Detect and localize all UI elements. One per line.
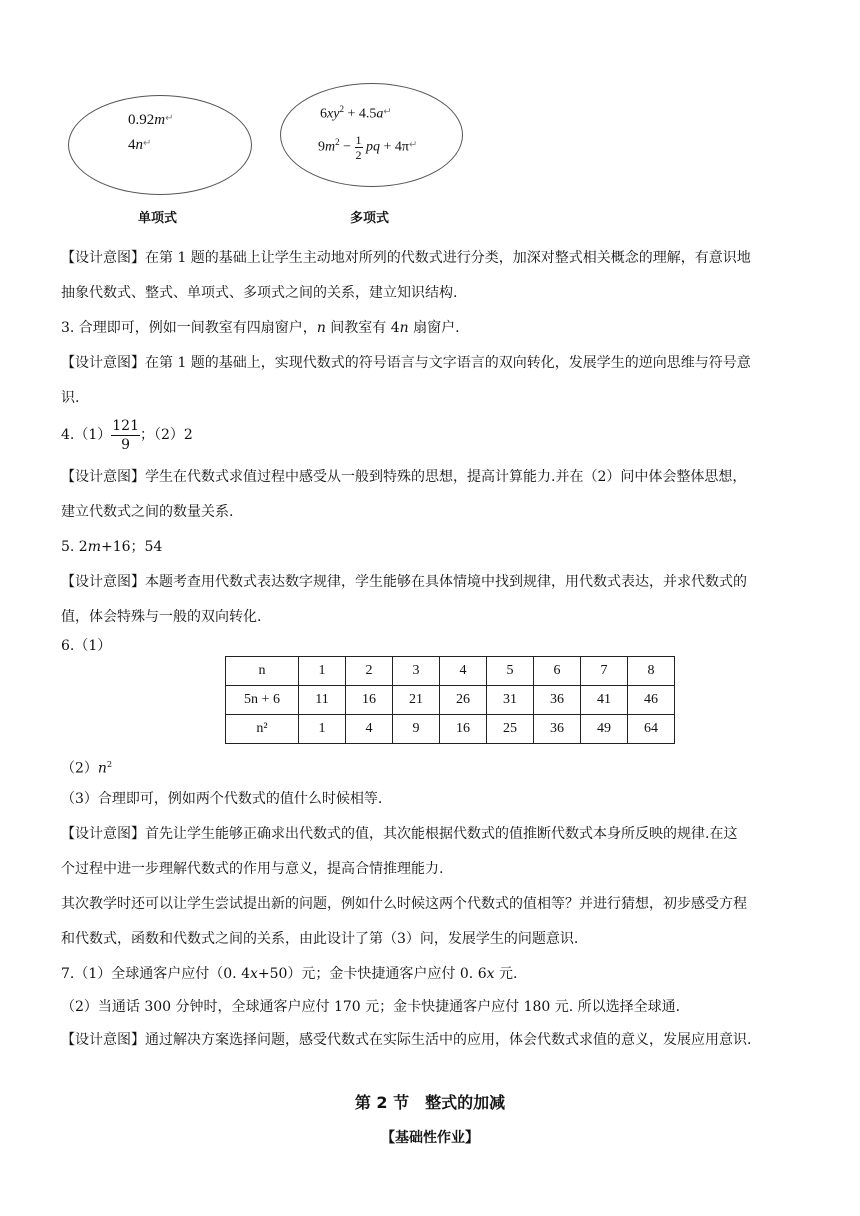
answer-4: 4.（1） $\frac{121}{9}$ ；（2）2 [61, 417, 193, 453]
table-row-header: 5n + 6 [226, 686, 299, 715]
monomial-caption: 单项式 [138, 211, 178, 226]
table-cell: 1 [299, 657, 346, 686]
answer-6-part-3: （3）合理即可，例如两个代数式的值什么时候相等. [61, 791, 383, 807]
table-cell: 49 [581, 715, 628, 744]
table-row [226, 715, 675, 744]
table-cell: 4 [440, 657, 487, 686]
fraction-121-9: $\frac{121}{9}$ [112, 417, 139, 453]
design-intent-2-line-2: 抽象代数式、整式、单项式、多项式之间的关系，建立知识结构. [61, 285, 458, 301]
monomial-item-1: 0.92m↵ [128, 112, 174, 128]
table-row [226, 657, 675, 686]
table-cell: 46 [628, 686, 675, 715]
table-cell: 6 [534, 657, 581, 686]
table-cell: 7 [581, 657, 628, 686]
table-row-header: n [226, 657, 299, 686]
table-cell: 16 [346, 686, 393, 715]
design-intent-7: 【设计意图】通过解决方案选择问题，感受代数式在实际生活中的应用，体会代数式求值的意义，发展应用意识. [61, 1032, 752, 1048]
table-cell: 16 [440, 715, 487, 744]
table-cell: 36 [534, 715, 581, 744]
answer-7-part-2: （2）当通话 300 分钟时，全球通客户应付 170 元；金卡快捷通客户应付 180 元. 所以选择全球通. [61, 999, 681, 1015]
section-subtitle: 【基础性作业】 [381, 1130, 479, 1146]
table-cell: 4 [346, 715, 393, 744]
table-cell: 3 [393, 657, 440, 686]
table-cell: 25 [487, 715, 534, 744]
table-cell: 1 [299, 715, 346, 744]
table-cell: 2 [346, 657, 393, 686]
table-cell: 11 [299, 686, 346, 715]
design-intent-5-line-1: 【设计意图】本题考查用代数式表达数字规律，学生能够在具体情境中找到规律，用代数式表达，并求代数式的 [61, 574, 747, 590]
monomial-ellipse [68, 95, 252, 195]
design-intent-4-line-2: 建立代数式之间的数量关系. [61, 504, 234, 520]
table-cell: 64 [628, 715, 675, 744]
polynomial-item-2: $9m^2$ − $\frac{1}{2}$ pq + 4π↵ [318, 133, 418, 162]
table-row [226, 686, 675, 715]
polynomial-caption: 多项式 [350, 211, 390, 226]
section-title: 第 2 节 整式的加减 [354, 1093, 506, 1112]
design-intent-6-line-2: 个过程中进一步理解代数式的作用与意义，提高合情推理能力. [61, 861, 444, 877]
table-cell: 9 [393, 715, 440, 744]
table-row-header: n² [226, 715, 299, 744]
table-cell: 8 [628, 657, 675, 686]
polynomial-item-1: $6xy^2 + 4.5a^↵$ [320, 104, 392, 122]
design-intent-6-line-1: 【设计意图】首先让学生能够正确求出代数式的值，其次能根据代数式的值推断代数式本身所反映的规律.在这 [61, 826, 738, 842]
design-intent-3-line-1: 【设计意图】在第 1 题的基础上，实现代数式的符号语言与文字语言的双向转化，发展学生的逆向思维与符号意 [61, 355, 751, 371]
design-intent-6-line-4: 和代数式，函数和代数式之间的关系，由此设计了第（3）问，发展学生的问题意识. [61, 931, 579, 947]
monomial-item-2: 4n↵ [128, 137, 152, 153]
answer-5: 5. 2m+16；54 [61, 539, 163, 555]
table-cell: 5 [487, 657, 534, 686]
value-table [225, 656, 675, 744]
design-intent-2-line-1: 【设计意图】在第 1 题的基础上让学生主动地对所列的代数式进行分类，加深对整式相关概念的理解，有意识地 [61, 250, 751, 266]
design-intent-3-line-2: 识. [61, 390, 80, 406]
table-cell: 21 [393, 686, 440, 715]
table-cell: 36 [534, 686, 581, 715]
design-intent-4-line-1: 【设计意图】学生在代数式求值过程中感受从一般到特殊的思想，提高计算能力.并在（2）问中体会整体思想， [61, 469, 747, 485]
answer-6-part-2: $(2)n^2$ [61, 760, 113, 777]
table-cell: 31 [487, 686, 534, 715]
answer-7-part-1: 7.（1）全球通客户应付（0. 4x+50）元；金卡快捷通客户应付 0. 6x 元. [61, 966, 518, 982]
design-intent-6-line-3: 其次教学时还可以让学生尝试提出新的问题，例如什么时候这两个代数式的值相等？并进行猜想，初步感受方程 [61, 896, 747, 912]
table-cell: 41 [581, 686, 628, 715]
answer-6-label: 6.（1） [61, 638, 112, 654]
design-intent-5-line-2: 值，体会特殊与一般的双向转化. [61, 609, 262, 625]
answer-3: 3. 合理即可，例如一间教室有四扇窗户，n 间教室有 4n 扇窗户. [61, 320, 460, 336]
table-cell: 26 [440, 686, 487, 715]
